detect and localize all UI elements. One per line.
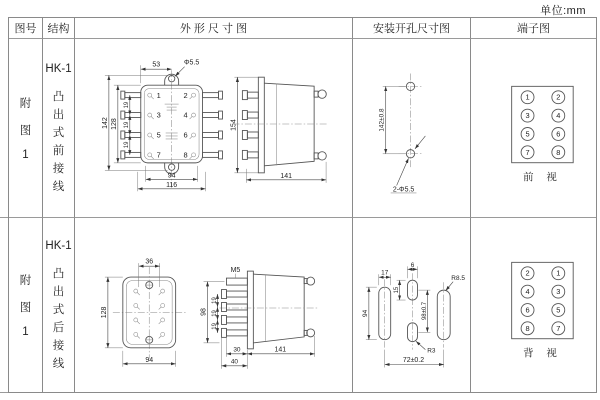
dimension-table (8, 17, 597, 393)
header-terminal: 端子图 (471, 18, 596, 39)
structure-label: 凸 出 式 前 接 线 (52, 90, 65, 193)
fig-char: 附 (19, 98, 32, 110)
terminal-number: 6 (183, 130, 188, 140)
terminal-circle-number: 1 (525, 92, 530, 102)
dim-98-07-label: 98±0.7 (421, 301, 428, 321)
dim-128-label: 128 (111, 117, 119, 130)
dim-19-label: 19 (212, 297, 219, 304)
fig-char: 1 (22, 326, 29, 338)
dim-r85-label: R8.5 (451, 275, 465, 283)
view-label-front: 前 视 (523, 172, 562, 184)
terminal-number: 3 (156, 110, 161, 120)
dim-m5-label: M5 (230, 267, 241, 275)
dim-17-label: 17 (381, 269, 389, 277)
dim-94-label: 94 (167, 171, 176, 179)
fig-char: 1 (22, 149, 29, 161)
dim-98-label: 98 (200, 308, 208, 316)
dim-19-label: 19 (124, 141, 131, 148)
install-diagram-front-wiring (353, 39, 470, 218)
dim-94-label: 94 (145, 356, 154, 364)
dim-r3-label: R3 (427, 347, 436, 355)
dim-94-label: 94 (362, 309, 370, 318)
dim-142-08-label: 142±0.8 (378, 107, 386, 132)
dim-141-label: 141 (280, 172, 293, 180)
dim-hole-label: Φ5.5 (183, 59, 200, 67)
terminal-diagram-rear-view (471, 218, 596, 392)
row1-outline-cell (75, 39, 353, 218)
unit-label: 单位:mm (540, 5, 586, 17)
terminal-circle-number: 5 (556, 305, 561, 315)
terminal-circle-number: 3 (556, 287, 561, 297)
terminal-circle-number: 6 (556, 128, 561, 138)
rear-view (101, 259, 187, 367)
row2-structure (43, 218, 75, 392)
dim-15-label: 15 (394, 286, 401, 294)
structure-label: 凸 出 式 后 接 线 (52, 267, 65, 370)
row1-structure (43, 39, 75, 218)
model-label: HK-1 (45, 62, 72, 75)
header-fig-no: 图号 (9, 18, 43, 39)
row1-terminal-cell (471, 39, 596, 218)
header-structure: 结构 (43, 18, 75, 39)
dim-6-label: 6 (410, 261, 415, 269)
terminal-circle-number: 7 (525, 147, 530, 157)
terminal-circle-number: 6 (525, 305, 530, 315)
fig-char: 图 (19, 302, 32, 314)
terminal-circle-number: 8 (556, 147, 561, 157)
row1-install-cell (353, 39, 471, 218)
header-outline: 外 形 尺 寸 图 (75, 18, 353, 39)
terminal-diagram-front-view (471, 39, 596, 218)
fig-char: 附 (19, 275, 32, 287)
dim-154-label: 154 (230, 118, 238, 131)
holes-callout-label: 2-Φ5.5 (392, 185, 415, 193)
row2-terminal-cell (471, 218, 596, 392)
terminal-circle-number: 4 (525, 287, 530, 297)
row2-fig-no (9, 218, 43, 392)
dim-36-label: 36 (145, 258, 154, 266)
dim-116-label: 116 (166, 181, 178, 189)
dim-141-label: 141 (274, 346, 287, 354)
terminal-number: 2 (183, 90, 188, 100)
dim-30-label: 30 (233, 346, 241, 354)
terminal-number: 8 (183, 150, 188, 160)
install-diagram-rear-wiring (353, 218, 470, 392)
dim-19-label: 19 (124, 101, 131, 108)
outline-diagram-front-wiring (75, 39, 352, 218)
terminal-circle-number: 1 (556, 268, 561, 278)
terminal-circle-number: 3 (525, 110, 530, 120)
view-label-rear: 背 视 (523, 348, 562, 360)
dim-40-label: 40 (230, 358, 239, 366)
row2-outline-cell (75, 218, 353, 392)
header-install: 安装开孔尺寸图 (353, 18, 471, 39)
terminal-number: 7 (156, 150, 161, 160)
dim-72-02-label: 72±0.2 (402, 357, 425, 365)
terminal-circle-number: 8 (525, 323, 530, 333)
dim-128-label: 128 (101, 306, 109, 319)
terminal-number: 5 (156, 130, 161, 140)
dim-53-label: 53 (152, 61, 161, 69)
terminal-circle-number: 4 (556, 110, 561, 120)
dim-142-label: 142 (101, 116, 109, 129)
fig-char: 图 (19, 125, 32, 137)
dim-19-label: 19 (124, 121, 131, 128)
side-view-rear (201, 267, 318, 369)
terminal-circle-number: 7 (556, 323, 561, 333)
outline-diagram-rear-wiring (75, 218, 352, 392)
terminal-circle-number: 2 (525, 268, 530, 278)
row2-install-cell (353, 218, 471, 392)
terminal-circle-number: 2 (556, 92, 561, 102)
dim-19-label: 19 (212, 310, 219, 317)
terminal-number: 1 (156, 90, 161, 100)
side-view (231, 77, 328, 183)
terminal-number: 4 (183, 110, 188, 120)
model-label: HK-1 (45, 239, 72, 252)
dim-19-label: 19 (212, 323, 219, 330)
row1-fig-no (9, 39, 43, 218)
front-view-dimensions (102, 59, 206, 191)
terminal-circle-number: 5 (525, 128, 530, 138)
